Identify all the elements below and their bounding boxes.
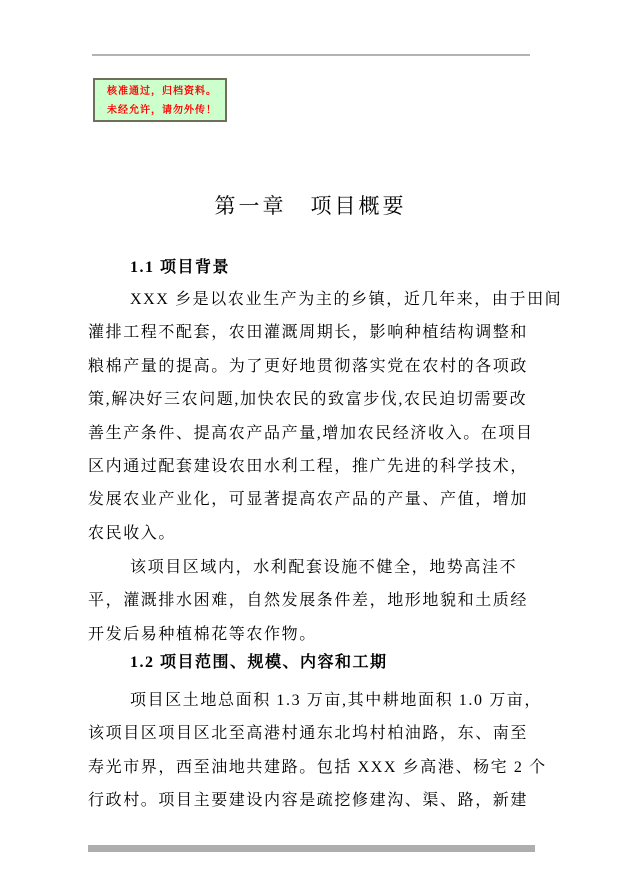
text-line: 行政村。项目主要建设内容是疏挖修建沟、渠、路，新建 (88, 792, 529, 810)
text-line: 善生产条件、提高农产品产量,增加农民经济收入。在项目 (88, 424, 534, 442)
text-line: 该项目区项目区北至高港村通东北坞村柏油路，东、南至 (88, 725, 529, 743)
text-line: 粮棉产量的提高。为了更好地贯彻落实党在农村的各项政 (88, 357, 529, 375)
text-line: 农民收入。 (88, 524, 177, 542)
text-line: 区内通过配套建设农田水利工程，推广先进的科学技术， (88, 458, 529, 476)
text-line: 发展农业产业化，可显著提高农产品的产量、产值，增加 (88, 491, 529, 509)
stamp-line-1: 核准通过，归档资料。 (107, 86, 217, 97)
paragraph-2 (88, 551, 535, 651)
section-heading-1-2: 1.2 项目范围、规模、内容和工期 (130, 654, 388, 671)
text-line: 策,解决好三农问题,加快农民的致富步伐,农民迫切需要改 (88, 391, 528, 409)
chapter-title: 第一章 项目概要 (214, 194, 407, 218)
text-line: 平，灌溉排水困难，自然发展条件差，地形地貌和土质经 (88, 592, 529, 610)
header-rule (92, 54, 530, 56)
stamp-line-2: 未经允许，请勿外传！ (107, 105, 217, 116)
text-line: 灌排工程不配套，农田灌溉周期长，影响种植结构调整和 (88, 324, 529, 342)
section-heading-1-1: 1.1 项目背景 (130, 259, 231, 276)
text-line: 该项目区域内，水利配套设施不健全，地势高洼不 (130, 559, 518, 576)
text-line: 开发后易种植棉花等农作物。 (88, 625, 317, 643)
paragraph-3 (88, 684, 547, 818)
text-line: 寿光市界，西至油地共建路。包括 XXX 乡高港、杨宅 2 个 (88, 758, 547, 776)
footer-bar (88, 845, 535, 852)
confidential-stamp (93, 78, 227, 122)
text-line: XXX 乡是以农业生产为主的乡镇，近几年来，由于田间 (130, 291, 563, 308)
paragraph-1 (88, 283, 563, 550)
text-line: 项目区土地总面积 1.3 万亩,其中耕地面积 1.0 万亩， (130, 692, 543, 709)
